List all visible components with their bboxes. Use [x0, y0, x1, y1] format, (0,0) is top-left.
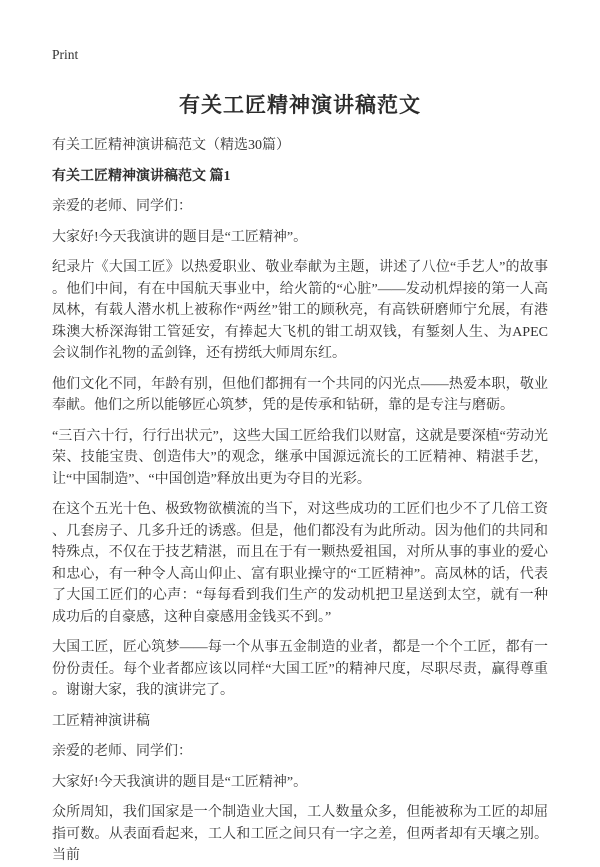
print-link[interactable]: Print	[52, 47, 79, 62]
paragraph-common-trait: 他们文化不同，年龄有别，但他们都拥有一个共同的闪光点——热爱本职，敬业奉献。他们之所以能够匠心筑梦，凭的是传承和钻研，靠的是专注与磨砺。	[52, 376, 548, 413]
paragraph-temptations: 在这个五光十色、极致物欲横流的当下，对这些成功的工匠们也少不了几倍工资、几套房子、几多升迁的诱惑。但是，他们都没有为此所动。因为他们的共同和特殊点，不仅在于技艺精湛，而且在于有一颗热爱祖国，对所从事的事业的爱心和忠心，有一种令人高山仰止、富有职业操守的“工匠精神”。高凤林的话，代表了大国工匠们的心声：“每每看到我们生产的发动机把卫星送到太空，就有一种成功后的自豪感，这种自豪感用金钱买不到。”	[52, 502, 548, 625]
section-heading-part1: 有关工匠精神演讲稿范文 篇1	[52, 168, 231, 184]
paragraph-360-trades: “三百六十行，行行出状元”，这些大国工匠给我们以财富，这就是要深植“劳动光荣、技能宝贵、创造伟大”的观念，继承中国源远流长的工匠精神、精湛手艺，让“中国制造”、“中国创造”释放出更为夺目的光彩。	[52, 428, 548, 487]
paragraph-worker-vs-craftsman: 众所周知，我们国家是一个制造业大国，工人数量众多，但能被称为工匠的却屈指可数。从表面看起来，工人和工匠之间只有一字之差，但两者却有天壤之别。当前	[52, 805, 548, 863]
paragraph-documentary: 纪录片《大国工匠》以热爱职业、敬业奉献为主题，讲述了八位“手艺人”的故事。他们中间，有在中国航天事业中，给火箭的“心脏”——发动机焊接的第一人高凤林，有载人潜水机上被称作“两丝”钳工的顾秋亮，有高铁研磨师宁允展，有港珠澳大桥深海钳工管延安，有捧起大飞机的钳工胡双钱，有錾刻人生、为APEC会议制作礼物的孟剑锋，还有捞纸大师周东红。	[52, 260, 548, 361]
paragraph-salutation-2: 亲爱的老师、同学们：	[52, 744, 192, 759]
paragraph-opening-2: 大家好!今天我演讲的题目是“工匠精神”。	[52, 774, 308, 790]
paragraph-salutation-1: 亲爱的老师、同学们：	[52, 199, 192, 214]
paragraph-speech-title-2: 工匠精神演讲稿	[52, 713, 150, 729]
paragraph-opening-1: 大家好!今天我演讲的题目是“工匠精神”。	[52, 229, 308, 245]
subtitle: 有关工匠精神演讲稿范文（精选30篇）	[52, 138, 290, 153]
paragraph-conclusion-1: 大国工匠，匠心筑梦——每一个从事五金制造的业者，都是一个个工匠，都有一份份责任。每个业者都应该以同样“大国工匠”的精神尺度，尽职尽责，赢得尊重。谢谢大家，我的演讲完了。	[52, 640, 548, 698]
page-title: 有关工匠精神演讲稿范文	[179, 93, 421, 117]
